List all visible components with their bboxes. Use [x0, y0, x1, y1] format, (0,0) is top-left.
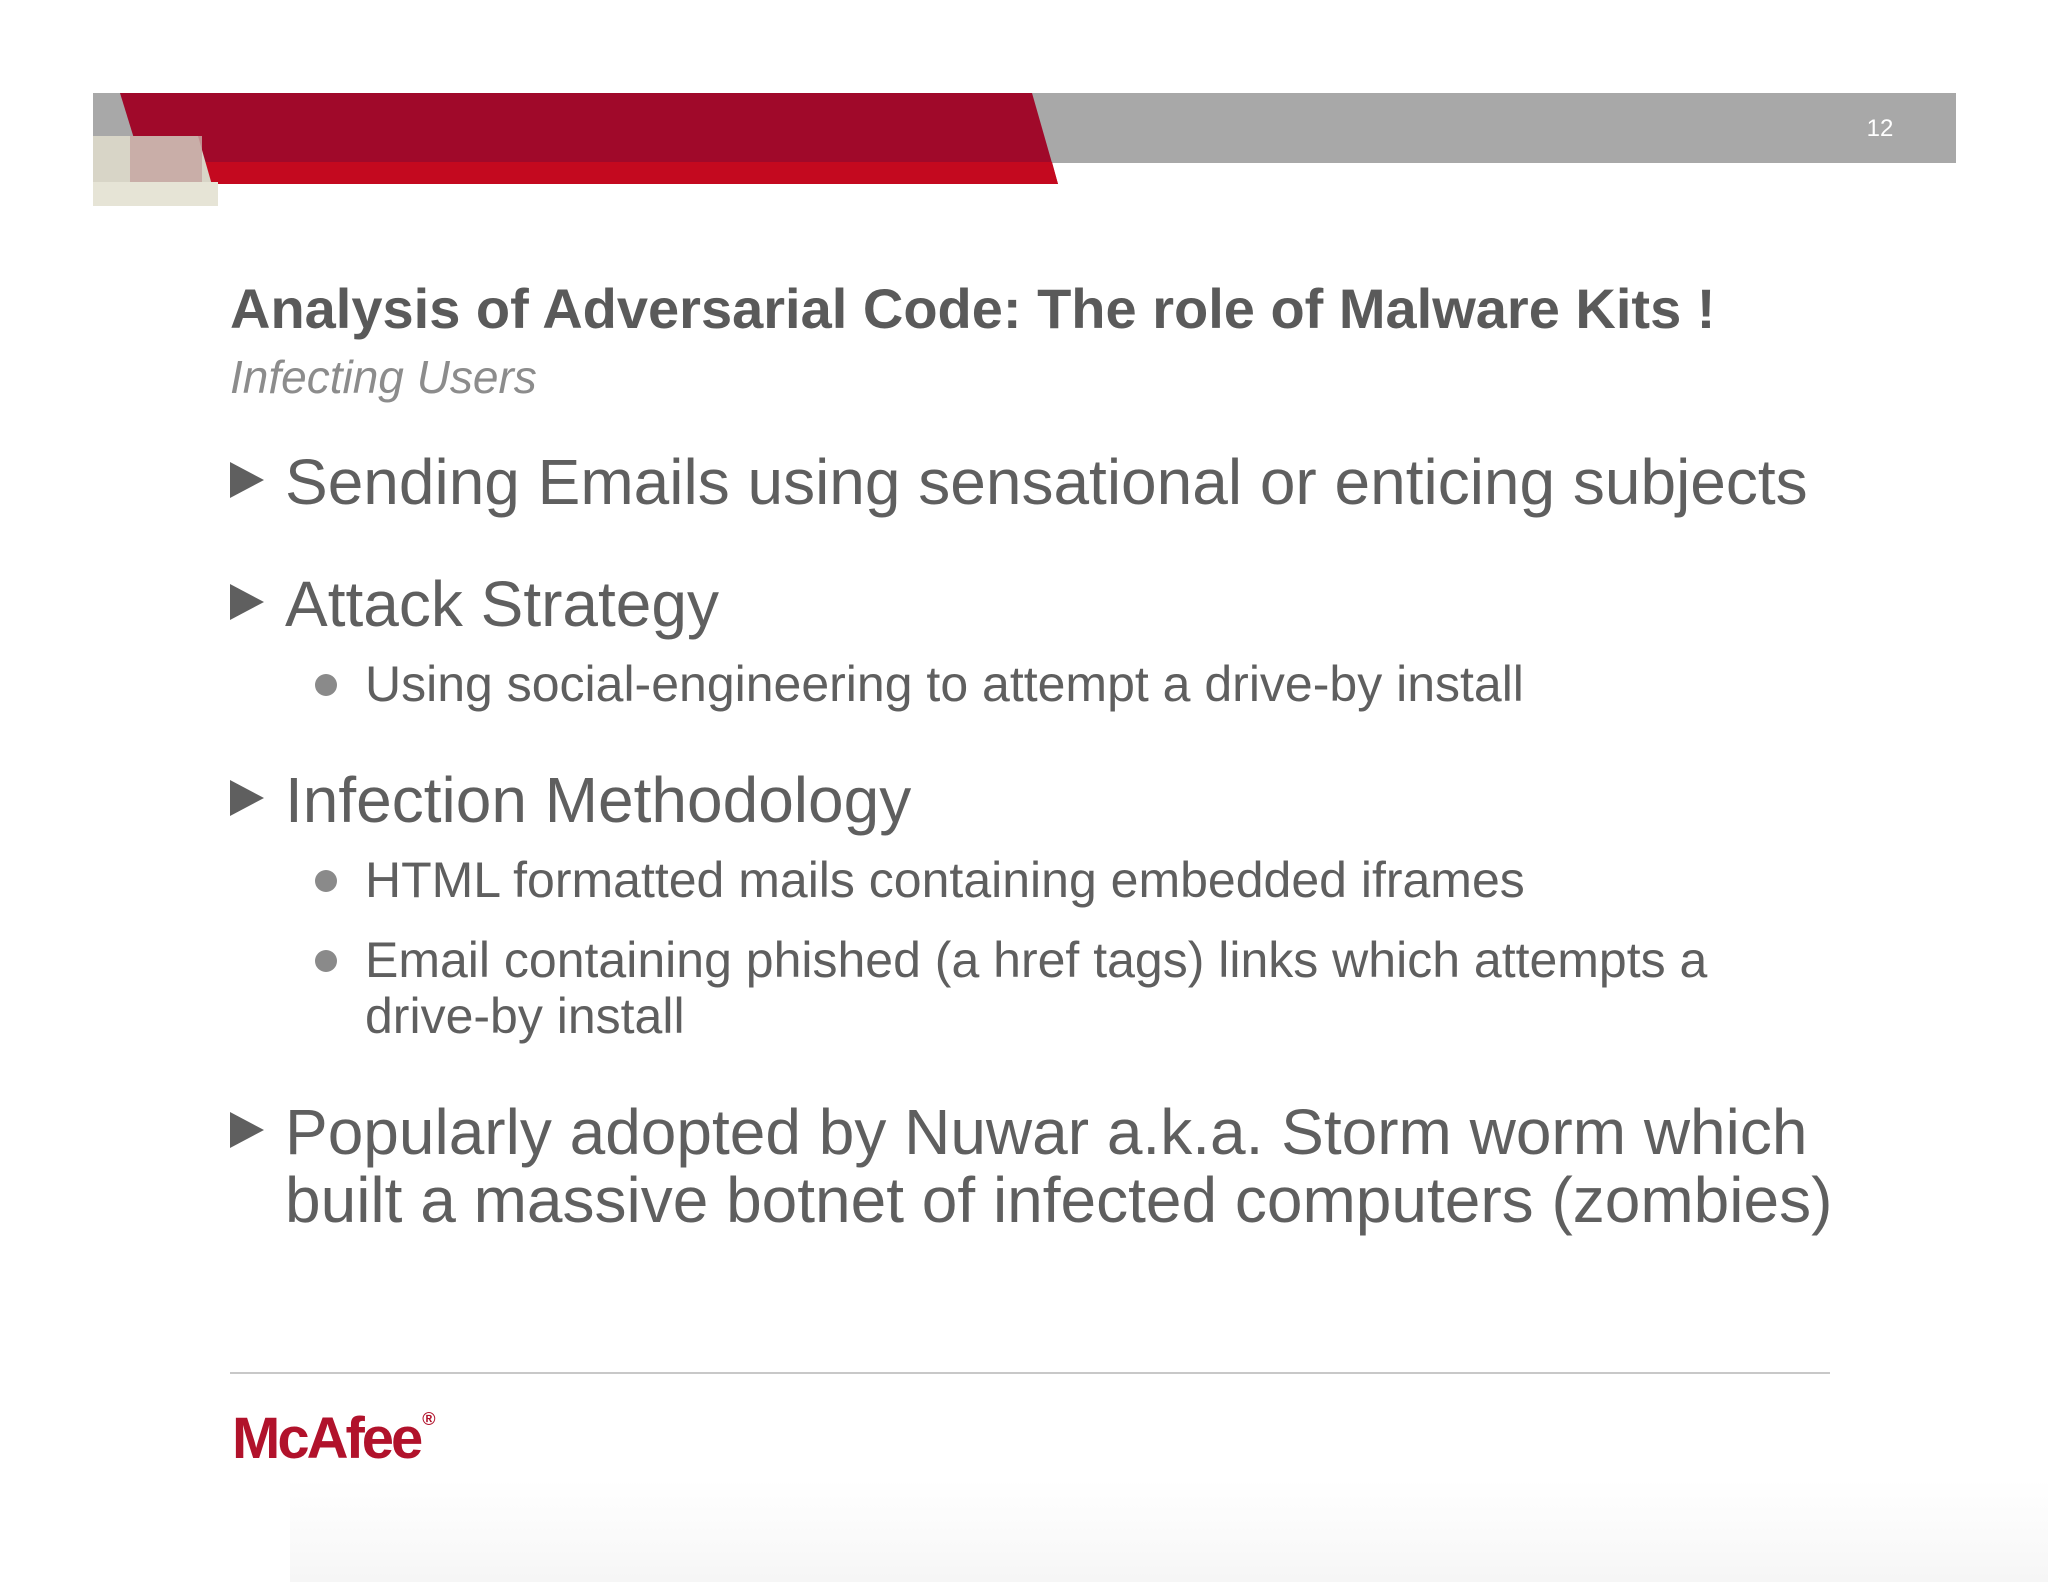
dot-bullet-icon — [315, 870, 337, 892]
bullet-item — [230, 1098, 1845, 1234]
sub-bullet-text: Email containing phished (a href tags) links which attempts a drive-by install — [365, 932, 1708, 1044]
banner-pattern-light — [93, 182, 218, 206]
banner-pattern-accent — [130, 136, 202, 182]
bullet-text: Popularly adopted by Nuwar a.k.a. Storm worm which built a massive botnet of infected computers (zombies) — [285, 1096, 1833, 1236]
mcafee-logo — [232, 1405, 434, 1472]
dot-bullet-icon — [315, 674, 337, 696]
footer-divider — [230, 1372, 1830, 1374]
sub-bullet-item — [315, 932, 1785, 1044]
bullet-text: Infection Methodology — [285, 764, 912, 836]
triangle-bullet-icon — [230, 584, 264, 620]
sub-bullet-item — [315, 656, 1850, 712]
bullet-text: Sending Emails using sensational or enticing subjects — [285, 446, 1808, 518]
sub-bullet-text: Using social-engineering to attempt a drive-by install — [365, 656, 1524, 712]
logo-text: McAfee — [232, 1406, 421, 1471]
bullet-list — [230, 448, 1850, 1234]
bullet-text: Attack Strategy — [285, 568, 719, 640]
sub-bullet-text: HTML formatted mails containing embedded iframes — [365, 852, 1525, 908]
triangle-bullet-icon — [230, 1112, 264, 1148]
triangle-bullet-icon — [230, 780, 264, 816]
registered-mark: ® — [422, 1409, 436, 1429]
header-banner — [0, 0, 2048, 220]
sub-bullet-item — [315, 852, 1850, 908]
dot-bullet-icon — [315, 950, 337, 972]
banner-red-stripe — [140, 162, 1058, 184]
triangle-bullet-icon — [230, 462, 264, 498]
page-number: 12 — [1866, 115, 1894, 142]
footer-shade — [290, 1480, 2048, 1582]
slide-title: Analysis of Adversarial Code: The role of Malware Kits ! — [230, 277, 1716, 340]
bullet-item — [230, 448, 1850, 516]
slide-subtitle: Infecting Users — [230, 351, 537, 403]
bullet-item — [230, 766, 1850, 834]
bullet-item — [230, 570, 1850, 638]
